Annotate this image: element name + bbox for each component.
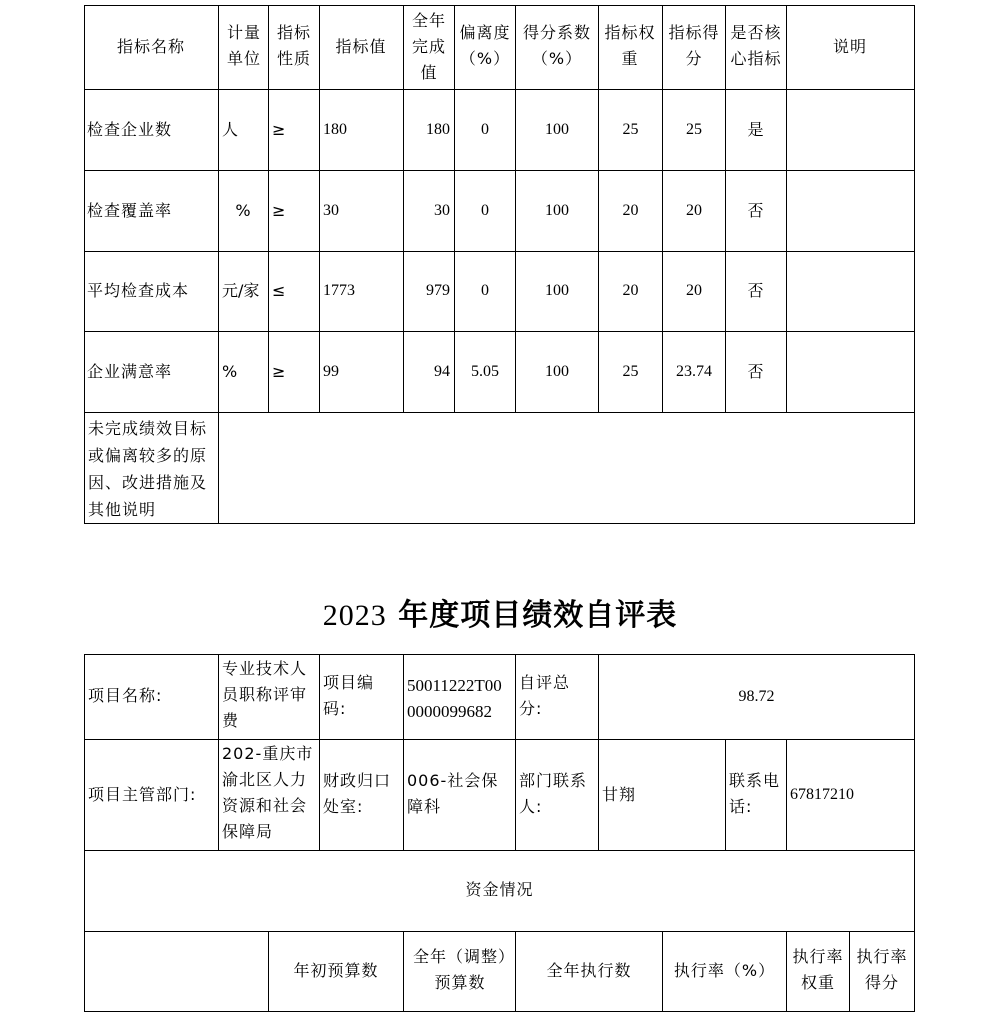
phone-label: 联系电话: — [729, 771, 781, 816]
indicator-unit: % — [222, 362, 239, 381]
indicator-coef: 100 — [545, 363, 569, 380]
indicator-actual: 94 — [434, 363, 450, 380]
indicator-name: 检查企业数 — [87, 120, 173, 139]
dept-value: 202-重庆市渝北区人力资源和社会保障局 — [222, 744, 314, 841]
page-title — [0, 590, 1000, 634]
indicator-actual: 180 — [426, 121, 450, 138]
header-note: 说明 — [832, 37, 867, 56]
indicator-actual: 979 — [426, 282, 450, 299]
remarks-label: 未完成绩效目标或偏离较多的原因、改进措施及其他说明 — [88, 419, 208, 519]
indicator-coef: 100 — [545, 121, 569, 138]
project-code-label: 项目编码: — [323, 673, 375, 718]
indicator-nature: ≤ — [272, 281, 287, 300]
self-score-label: 自评总分: — [519, 673, 571, 718]
header-weight: 指标权重 — [604, 23, 656, 68]
indicator-nature: ≥ — [272, 120, 287, 139]
indicator-score: 25 — [686, 121, 702, 138]
indicator-target: 99 — [323, 363, 339, 380]
phone-value: 67817210 — [790, 786, 854, 803]
indicator-actual: 30 — [434, 202, 450, 219]
indicator-core: 是 — [747, 120, 765, 139]
funds-header-initial-budget: 年初预算数 — [293, 961, 379, 980]
indicator-name: 企业满意率 — [87, 362, 173, 381]
funds-header-rate-weight: 执行率权重 — [792, 947, 844, 992]
indicator-nature: ≥ — [272, 201, 287, 220]
finance-label: 财政归口处室: — [323, 771, 392, 816]
header-actual: 全年完成值 — [411, 11, 446, 82]
header-nature: 指标性质 — [276, 23, 311, 68]
indicator-unit: % — [235, 201, 252, 220]
header-score: 指标得分 — [668, 23, 720, 68]
title-text: 年度项目绩效自评表 — [398, 598, 678, 633]
project-name-label: 项目名称: — [88, 686, 163, 705]
indicator-deviation: 0 — [481, 202, 489, 219]
header-deviation: 偏离度（%） — [459, 23, 511, 68]
indicator-coef: 100 — [545, 282, 569, 299]
indicator-target: 180 — [323, 121, 347, 138]
indicator-score: 23.74 — [676, 363, 712, 380]
self-score-value: 98.72 — [738, 688, 775, 705]
project-code-value: 50011222T000000099682 — [407, 676, 502, 721]
indicator-nature: ≥ — [272, 362, 287, 381]
indicator-core: 否 — [747, 281, 765, 300]
indicator-unit: 元/家 — [222, 281, 260, 300]
project-name-value: 专业技术人员职称评审费 — [222, 659, 308, 730]
funds-header-rate: 执行率（%） — [673, 961, 776, 980]
header-indicator-name: 指标名称 — [116, 37, 185, 56]
contact-value: 甘翔 — [602, 785, 637, 804]
indicator-target: 30 — [323, 202, 339, 219]
header-unit: 计量单位 — [226, 23, 261, 68]
indicator-deviation: 0 — [481, 121, 489, 138]
dept-label: 项目主管部门: — [88, 785, 197, 804]
indicator-score: 20 — [686, 282, 702, 299]
header-coef: 得分系数（%） — [522, 23, 591, 68]
indicator-core: 否 — [747, 362, 765, 381]
header-target: 指标值 — [335, 37, 387, 56]
indicator-weight: 20 — [622, 202, 639, 219]
indicator-score: 20 — [686, 202, 702, 219]
indicator-weight: 25 — [622, 363, 639, 380]
indicator-coef: 100 — [545, 202, 569, 219]
funds-title: 资金情况 — [465, 880, 534, 899]
funds-header-rate-score: 执行率得分 — [856, 947, 908, 992]
indicator-deviation: 5.05 — [471, 363, 499, 380]
indicator-unit: 人 — [222, 120, 240, 139]
funds-header-adjusted-budget: 全年（调整）预算数 — [412, 947, 507, 992]
indicator-name: 平均检查成本 — [87, 281, 190, 300]
header-core: 是否核心指标 — [730, 23, 782, 68]
funds-header-executed: 全年执行数 — [546, 961, 632, 980]
indicator-target: 1773 — [323, 282, 355, 299]
indicator-name: 检查覆盖率 — [87, 201, 173, 220]
finance-value: 006-社会保障科 — [407, 771, 499, 816]
contact-label: 部门联系人: — [519, 771, 588, 816]
indicator-weight: 25 — [622, 121, 639, 138]
title-year: 2023 — [322, 599, 387, 632]
indicator-weight: 20 — [622, 282, 639, 299]
indicator-core: 否 — [747, 201, 765, 220]
indicator-deviation: 0 — [481, 282, 489, 299]
